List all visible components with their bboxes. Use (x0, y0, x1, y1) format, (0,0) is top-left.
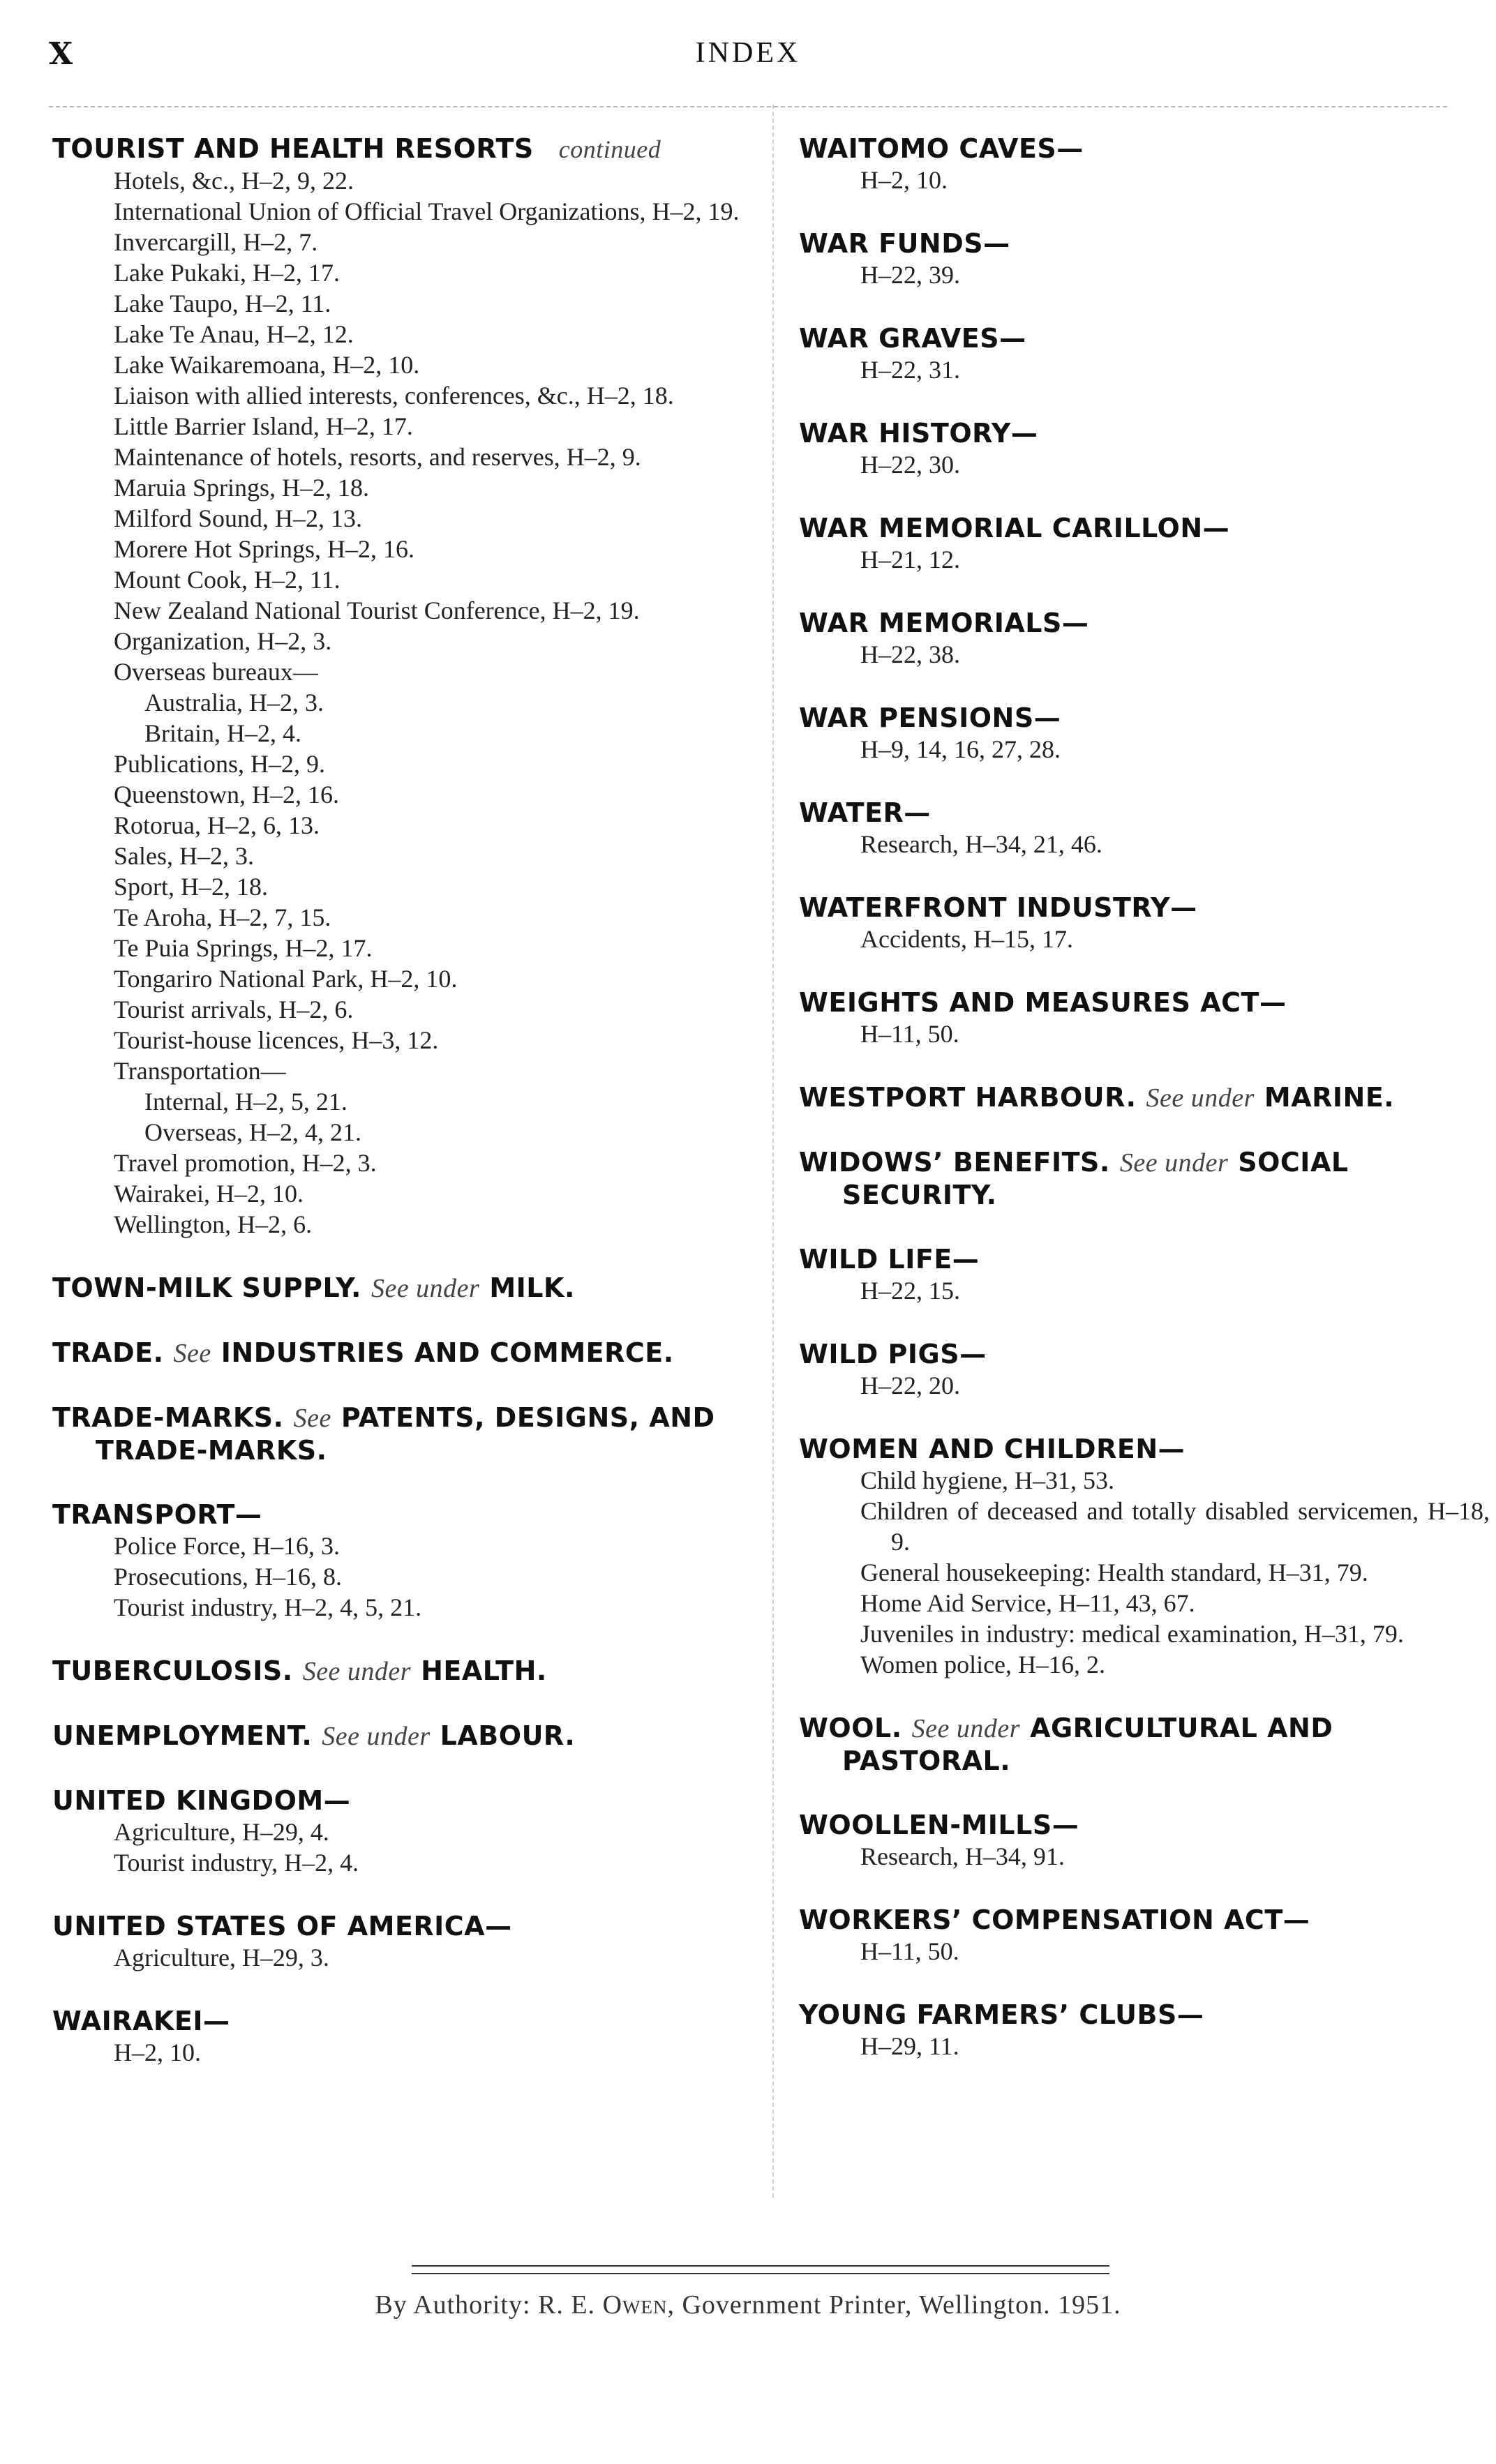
entry-spacer (799, 1680, 1490, 1712)
heading-text: WESTPORT HARBOUR. (799, 1082, 1137, 1113)
index-subentry: Accidents, H–15, 17. (860, 925, 1073, 953)
index-heading (52, 1498, 754, 1531)
entry-spacer (799, 1049, 1490, 1081)
index-subentry: Wellington, H–2, 6. (114, 1210, 313, 1238)
index-heading (799, 1338, 1490, 1370)
index-subentry: Australia, H–2, 3. (144, 689, 324, 716)
index-heading (52, 1402, 754, 1466)
index-subentry: Prosecutions, H–16, 8. (114, 1563, 342, 1591)
index-heading (799, 322, 1490, 354)
entry-spacer (799, 1306, 1490, 1338)
entry-spacer (52, 1240, 754, 1272)
entry-spacer (799, 670, 1490, 702)
index-heading (799, 133, 1490, 165)
heading-text: WILD PIGS— (799, 1339, 987, 1369)
heading-text: YOUNG FARMERS’ CLUBS— (799, 1999, 1204, 2030)
index-entry (799, 986, 1490, 1049)
index-heading (799, 892, 1490, 924)
index-subentry: Invercargill, H–2, 7. (114, 228, 318, 256)
index-subentry: Te Aroha, H–2, 7, 15. (114, 903, 331, 931)
entry-spacer (52, 1688, 754, 1720)
index-subentry: Agriculture, H–29, 3. (114, 1944, 329, 1971)
index-subentry: H–22, 30. (860, 451, 960, 479)
index-entry (799, 322, 1490, 385)
header-divider (49, 106, 1447, 107)
see-reference-label: See (173, 1339, 211, 1368)
index-heading (799, 1081, 1490, 1114)
index-entry (799, 892, 1490, 954)
index-entry (799, 1809, 1490, 1872)
heading-text: WEIGHTS AND MEASURES ACT— (799, 987, 1287, 1018)
heading-text: UNITED STATES OF AMERICA— (52, 1911, 512, 1941)
index-heading (799, 1809, 1490, 1841)
see-reference-label: See under (302, 1657, 412, 1686)
index-subentry: Publications, H–2, 9. (114, 750, 325, 778)
index-subentry: Rotorua, H–2, 6, 13. (114, 811, 320, 839)
index-entry (799, 227, 1490, 290)
see-reference-label: See under (371, 1274, 480, 1303)
entry-spacer (799, 1211, 1490, 1243)
index-subentry: Organization, H–2, 3. (114, 627, 332, 655)
cross-reference-target: MARINE. (1264, 1082, 1395, 1113)
index-subentry: Tourist industry, H–2, 4, 5, 21. (114, 1593, 422, 1621)
index-subentry: Overseas, H–2, 4, 21. (144, 1118, 361, 1146)
entry-spacer (799, 1401, 1490, 1433)
index-heading (799, 1433, 1490, 1465)
entry-spacer (799, 195, 1490, 227)
index-entry (799, 702, 1490, 765)
entry-spacer (52, 1369, 754, 1402)
index-subentry: Tourist arrivals, H–2, 6. (114, 996, 354, 1023)
entry-spacer (52, 1466, 754, 1498)
index-subentry: H–29, 11. (860, 2032, 959, 2060)
index-subentry: Lake Taupo, H–2, 11. (114, 290, 331, 317)
index-subentry: Overseas bureaux— (114, 658, 318, 686)
index-subentry: H–22, 15. (860, 1277, 960, 1305)
page-number: X (49, 36, 73, 72)
index-subentry: Juveniles in industry: medical examination, H–31, 79. (860, 1620, 1404, 1648)
index-subentry: Morere Hot Springs, H–2, 16. (114, 535, 414, 563)
entry-spacer (799, 1872, 1490, 1904)
index-entry (799, 417, 1490, 480)
index-entry (52, 1910, 754, 1973)
index-entry (799, 512, 1490, 575)
index-subentry: Transportation— (114, 1057, 286, 1085)
entry-spacer (799, 1777, 1490, 1809)
index-subentry: Sport, H–2, 18. (114, 873, 269, 901)
index-subentry: Research, H–34, 21, 46. (860, 830, 1102, 858)
index-subentry: Queenstown, H–2, 16. (114, 781, 339, 809)
index-subentry: Wairakei, H–2, 10. (114, 1180, 304, 1208)
index-subentry: Children of deceased and totally disabled servicemen, H–18, 9. (860, 1497, 1490, 1556)
heading-text: WORKERS’ COMPENSATION ACT— (799, 1905, 1310, 1935)
index-entry (52, 1720, 754, 1752)
index-subentry: H–22, 20. (860, 1372, 960, 1399)
index-subentry: International Union of Official Travel Organizations, H–2, 19. (114, 197, 740, 225)
heading-text: TRADE-MARKS. (52, 1402, 284, 1433)
heading-text: UNITED KINGDOM— (52, 1785, 351, 1816)
heading-text: WAR GRAVES— (799, 323, 1026, 354)
heading-text: WATER— (799, 797, 931, 828)
index-entry (52, 1272, 754, 1305)
see-reference-label: See under (322, 1722, 431, 1751)
entry-spacer (799, 1114, 1490, 1146)
index-entry (799, 133, 1490, 195)
heading-text: WAR HISTORY— (799, 418, 1038, 449)
index-entry (799, 1904, 1490, 1967)
see-reference-label: See (293, 1404, 331, 1433)
heading-text: WAR PENSIONS— (799, 703, 1061, 733)
cross-reference-target: SOCIAL SECURITY. (842, 1147, 1349, 1210)
entry-spacer (799, 290, 1490, 322)
heading-text: WILD LIFE— (799, 1244, 980, 1275)
continued-note: continued (558, 135, 661, 163)
index-subentry: Agriculture, H–29, 4. (114, 1818, 329, 1846)
index-subentry: Maintenance of hotels, resorts, and reserves, H–2, 9. (114, 443, 641, 471)
index-subentry: H–22, 38. (860, 640, 960, 668)
heading-text: WOOL. (799, 1713, 902, 1743)
index-heading (799, 1146, 1490, 1211)
index-subentry: Women police, H–16, 2. (860, 1651, 1106, 1678)
index-subentry: H–22, 31. (860, 356, 960, 384)
index-entry (52, 2005, 754, 2068)
heading-text: WAIRAKEI— (52, 2006, 230, 2036)
index-heading (799, 986, 1490, 1019)
see-reference-label: See under (911, 1714, 1021, 1743)
entry-spacer (799, 385, 1490, 417)
index-subentry: Maruia Springs, H–2, 18. (114, 474, 369, 502)
page-title: INDEX (695, 37, 801, 69)
index-entry (52, 1337, 754, 1369)
heading-text: WATERFRONT INDUSTRY— (799, 892, 1197, 923)
index-subentry: H–9, 14, 16, 27, 28. (860, 735, 1061, 763)
index-heading (799, 1243, 1490, 1275)
index-subentry: Britain, H–2, 4. (144, 719, 301, 747)
heading-text: WAR MEMORIAL CARILLON— (799, 513, 1230, 543)
column-divider (772, 105, 774, 2198)
index-subentry: Little Barrier Island, H–2, 17. (114, 412, 413, 440)
index-heading (52, 1910, 754, 1942)
entry-spacer (52, 1305, 754, 1337)
index-subentry: H–11, 50. (860, 1937, 959, 1965)
entry-spacer (52, 1973, 754, 2005)
index-entry (799, 1712, 1490, 1777)
index-heading (799, 512, 1490, 544)
index-subentry: Hotels, &c., H–2, 9, 22. (114, 167, 354, 195)
cross-reference-target: HEALTH. (421, 1655, 547, 1686)
index-entry (799, 1433, 1490, 1680)
index-subentry: Sales, H–2, 3. (114, 842, 254, 870)
entry-spacer (799, 859, 1490, 892)
index-subentry: Internal, H–2, 5, 21. (144, 1088, 347, 1115)
index-heading (799, 1904, 1490, 1936)
heading-text: WAR MEMORIALS— (799, 608, 1089, 638)
index-heading (799, 1712, 1490, 1777)
index-subentry: H–21, 12. (860, 546, 960, 573)
index-entry (52, 1655, 754, 1688)
cross-reference-target: AGRICULTURAL AND PASTORAL. (842, 1713, 1333, 1776)
index-subentry: H–11, 50. (860, 1020, 959, 1048)
imprint-line: By Authority: R. E. Owen, Government Printer, Wellington. 1951. (375, 2290, 1121, 2320)
index-subentry: Te Puia Springs, H–2, 17. (114, 934, 373, 962)
index-heading (52, 2005, 754, 2037)
index-entry (52, 133, 754, 1240)
index-subentry: Lake Pukaki, H–2, 17. (114, 259, 340, 287)
index-entry (799, 797, 1490, 859)
index-subentry: Home Aid Service, H–11, 43, 67. (860, 1589, 1195, 1617)
index-heading (52, 1655, 754, 1688)
entry-spacer (799, 575, 1490, 607)
index-subentry: Travel promotion, H–2, 3. (114, 1149, 377, 1177)
entry-spacer (52, 1623, 754, 1655)
entry-spacer (52, 1752, 754, 1785)
heading-text: TOURIST AND HEALTH RESORTS (52, 133, 534, 164)
index-heading (52, 1785, 754, 1817)
index-subentry: Liaison with allied interests, conferences, &c., H–2, 18. (114, 382, 674, 410)
index-heading (799, 417, 1490, 449)
index-heading (799, 607, 1490, 639)
index-subentry: Mount Cook, H–2, 11. (114, 566, 341, 594)
index-heading (799, 702, 1490, 734)
heading-text: WAITOMO CAVES— (799, 133, 1084, 164)
entry-spacer (799, 480, 1490, 512)
entry-spacer (52, 1878, 754, 1910)
heading-text: TUBERCULOSIS. (52, 1655, 293, 1686)
index-column-right (799, 133, 1490, 2061)
heading-text: TOWN-MILK SUPPLY. (52, 1272, 361, 1303)
index-heading (799, 797, 1490, 829)
index-subentry: Research, H–34, 91. (860, 1842, 1065, 1870)
index-subentry: New Zealand National Tourist Conference, H–2, 19. (114, 596, 640, 624)
heading-text: WIDOWS’ BENEFITS. (799, 1147, 1110, 1178)
index-entry (799, 1146, 1490, 1211)
entry-spacer (799, 954, 1490, 986)
cross-reference-target: LABOUR. (440, 1720, 576, 1751)
index-subentry: H–2, 10. (114, 2038, 201, 2066)
index-entry (799, 1081, 1490, 1114)
index-entry (52, 1402, 754, 1466)
cross-reference-target: MILK. (489, 1272, 575, 1303)
cross-reference-target: INDUSTRIES AND COMMERCE. (220, 1337, 674, 1368)
index-heading (799, 1999, 1490, 2031)
index-subentry: Milford Sound, H–2, 13. (114, 504, 363, 532)
heading-text: WOOLLEN-MILLS— (799, 1810, 1079, 1840)
heading-text: TRADE. (52, 1337, 164, 1368)
index-heading (52, 1272, 754, 1305)
index-entry (799, 1243, 1490, 1306)
index-entry (799, 607, 1490, 670)
index-subentry: H–22, 39. (860, 261, 960, 289)
index-entry (799, 1999, 1490, 2061)
index-column-left (52, 133, 754, 2068)
index-heading (799, 227, 1490, 260)
index-heading (52, 133, 754, 165)
index-subentry: Police Force, H–16, 3. (114, 1532, 340, 1560)
see-reference-label: See under (1146, 1083, 1255, 1113)
footer-divider-lower (412, 2273, 1109, 2274)
index-subentry: Child hygiene, H–31, 53. (860, 1466, 1114, 1494)
index-subentry: Tongariro National Park, H–2, 10. (114, 965, 458, 993)
entry-spacer (799, 765, 1490, 797)
see-reference-label: See under (1119, 1148, 1229, 1178)
heading-text: WAR FUNDS— (799, 228, 1010, 259)
index-entry (52, 1785, 754, 1878)
index-subentry: Tourist industry, H–2, 4. (114, 1849, 359, 1877)
heading-text: UNEMPLOYMENT. (52, 1720, 313, 1751)
index-subentry: Lake Te Anau, H–2, 12. (114, 320, 354, 348)
index-entry (52, 1498, 754, 1623)
index-entry (799, 1338, 1490, 1401)
index-subentry: General housekeeping: Health standard, H–31, 79. (860, 1558, 1368, 1586)
index-heading (52, 1337, 754, 1369)
footer-divider (412, 2265, 1109, 2267)
index-subentry: Lake Waikaremoana, H–2, 10. (114, 351, 420, 379)
entry-spacer (799, 1967, 1490, 1999)
index-subentry: H–2, 10. (860, 166, 948, 194)
heading-text: WOMEN AND CHILDREN— (799, 1434, 1185, 1464)
heading-text: TRANSPORT— (52, 1499, 262, 1530)
index-heading (52, 1720, 754, 1752)
cross-reference-target: PATENTS, DESIGNS, AND TRADE-MARKS. (96, 1402, 715, 1466)
index-subentry: Tourist-house licences, H–3, 12. (114, 1026, 439, 1054)
